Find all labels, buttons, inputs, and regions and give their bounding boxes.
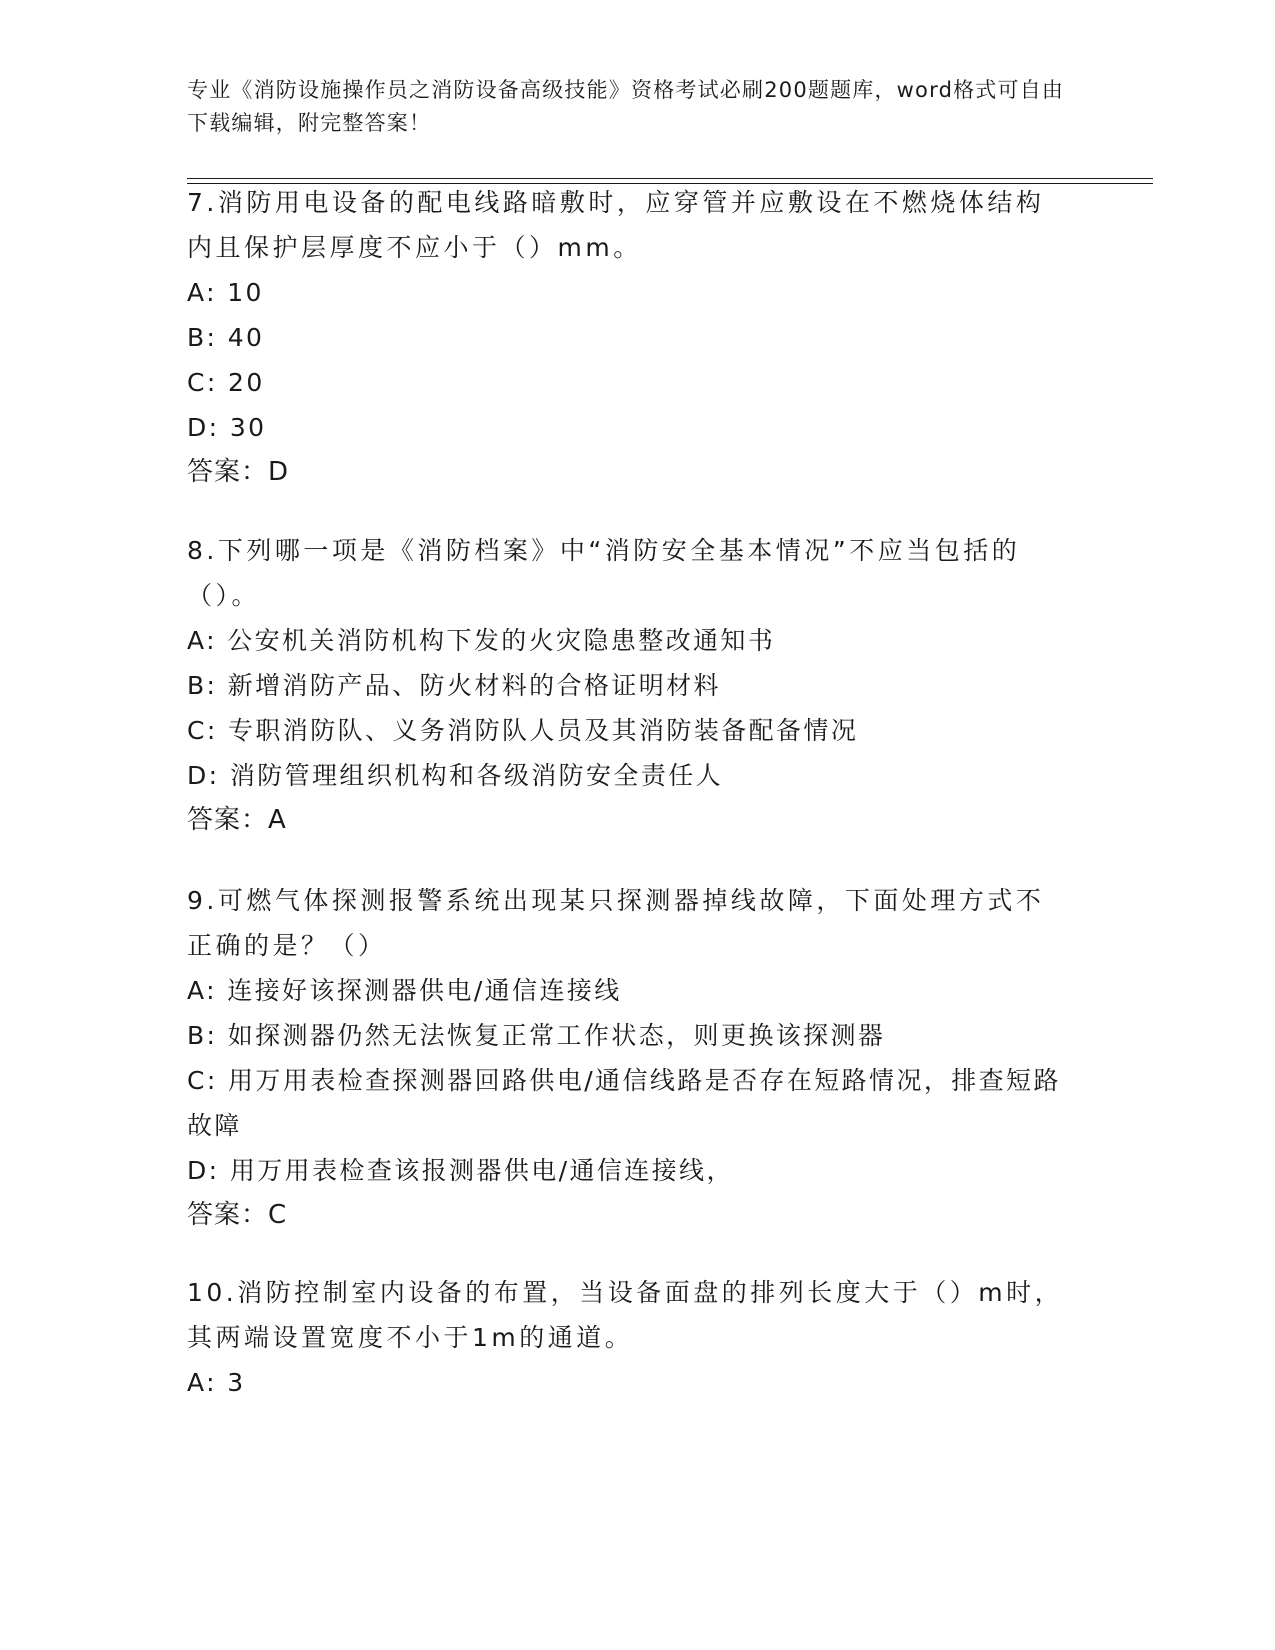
option-c: C: 20 xyxy=(187,368,265,397)
option-b: B: 如探测器仍然无法恢复正常工作状态，则更换该探测器 xyxy=(187,1021,886,1050)
option-a: A: 公安机关消防机构下发的火灾隐患整改通知书 xyxy=(187,626,776,655)
question-8 xyxy=(187,528,1067,843)
option-d: D: 用万用表检查该报测器供电/通信连接线， xyxy=(187,1156,734,1185)
answer: 答案：A xyxy=(187,805,287,835)
option-b: B: 40 xyxy=(187,323,265,352)
option-c: C: 专职消防队、义务消防队人员及其消防装备配备情况 xyxy=(187,716,859,745)
answer: 答案：D xyxy=(187,457,290,487)
question-stem: 9.可燃气体探测报警系统出现某只探测器掉线故障，下面处理方式不正确的是？（） xyxy=(187,886,1045,960)
question-stem: 8.下列哪一项是《消防档案》中“消防安全基本情况”不应当包括的（）。 xyxy=(187,536,1021,610)
option-b: B: 新增消防产品、防火材料的合格证明材料 xyxy=(187,671,721,700)
document-header: 专业《消防设施操作员之消防设备高级技能》资格考试必刷200题题库，word格式可自由下载编辑，附完整答案！ xyxy=(187,78,1065,135)
header-divider-top xyxy=(187,178,1153,179)
question-stem: 7.消防用电设备的配电线路暗敷时，应穿管并应敷设在不燃烧体结构内且保护层厚度不应小于（）mm。 xyxy=(187,188,1045,262)
question-9 xyxy=(187,878,1067,1238)
option-a: A: 3 xyxy=(187,1368,246,1397)
question-10 xyxy=(187,1270,1067,1405)
option-d: D: 消防管理组织机构和各级消防安全责任人 xyxy=(187,761,724,790)
answer: 答案：C xyxy=(187,1200,288,1230)
option-a: A: 10 xyxy=(187,278,264,307)
option-a: A: 连接好该探测器供电/通信连接线 xyxy=(187,976,622,1005)
question-stem: 10.消防控制室内设备的布置，当设备面盘的排列长度大于（）m时，其两端设置宽度不小于1m的通道。 xyxy=(187,1278,1064,1352)
option-c: C: 用万用表检查探测器回路供电/通信线路是否存在短路情况，排查短路故障 xyxy=(187,1066,1061,1140)
option-d: D: 30 xyxy=(187,413,267,442)
question-7 xyxy=(187,180,1067,495)
